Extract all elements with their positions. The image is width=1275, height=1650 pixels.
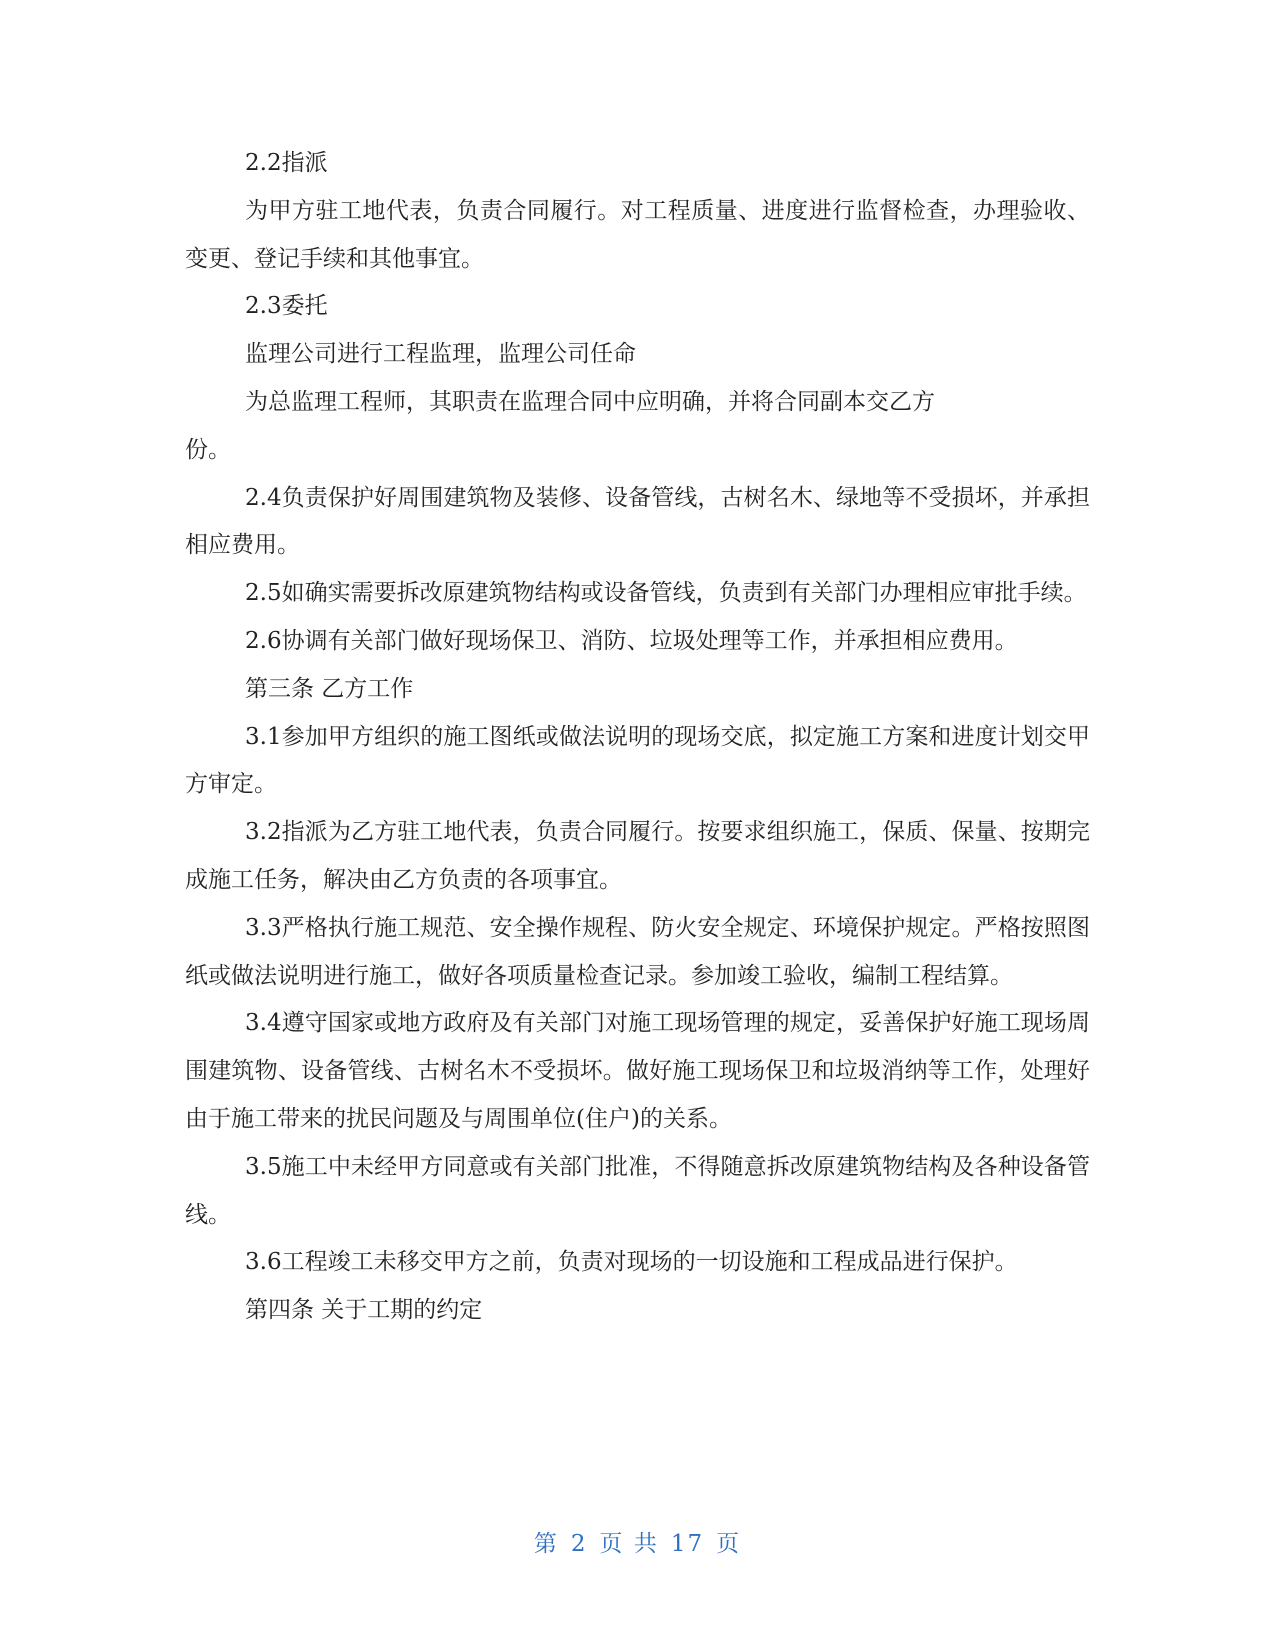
paragraph: 3.4遵守国家或地方政府及有关部门对施工现场管理的规定，妥善保护好施工现场周围建筑物、设备管线、古树名木不受损坏。做好施工现场保卫和垃圾消纳等工作，处理好由于施工带来的扰民问题及与周围单位(住户)的关系。 (185, 1010, 1090, 1132)
paragraph: 2.6协调有关部门做好现场保卫、消防、垃圾处理等工作，并承担相应费用。 (245, 627, 1018, 654)
paragraph: 2.3委托 (245, 293, 328, 320)
footer-middle: 页 共 (599, 1531, 659, 1557)
paragraph: 份。 (185, 436, 231, 463)
page-footer (0, 1525, 1275, 1558)
paragraph: 3.3严格执行施工规范、安全操作规程、防火安全规定、环境保护规定。严格按照图纸或做法说明进行施工，做好各项质量检查记录。参加竣工验收，编制工程结算。 (185, 914, 1090, 989)
paragraph: 3.6工程竣工未移交甲方之前，负责对现场的一切设施和工程成品进行保护。 (245, 1249, 1018, 1276)
paragraph: 2.5如确实需要拆改原建筑物结构或设备管线，负责到有关部门办理相应审批手续。 (245, 580, 1087, 607)
paragraph: 为甲方驻工地代表，负责合同履行。对工程质量、进度进行监督检查，办理验收、变更、登记手续和其他事宜。 (185, 197, 1090, 272)
footer-page-number: 2 (570, 1531, 588, 1557)
document-body (185, 140, 1090, 1335)
paragraph: 为总监理工程师，其职责在监理合同中应明确，并将合同副本交乙方 (245, 388, 935, 415)
paragraph: 3.1参加甲方组织的施工图纸或做法说明的现场交底，拟定施工方案和进度计划交甲方审定。 (185, 723, 1090, 798)
footer-total-pages: 17 (670, 1531, 705, 1557)
section-heading: 第四条 关于工期的约定 (245, 1297, 483, 1324)
section-heading: 第三条 乙方工作 (245, 675, 414, 702)
paragraph: 2.2指派 (245, 150, 328, 176)
paragraph: 监理公司进行工程监理，监理公司任命 (245, 341, 636, 368)
paragraph: 3.5施工中未经甲方同意或有关部门批准，不得随意拆改原建筑物结构及各种设备管线。 (185, 1153, 1090, 1228)
footer-prefix: 第 (533, 1531, 559, 1557)
paragraph: 3.2指派为乙方驻工地代表，负责合同履行。按要求组织施工，保质、保量、按期完成施工任务，解决由乙方负责的各项事宜。 (185, 819, 1090, 893)
paragraph: 2.4负责保护好周围建筑物及装修、设备管线，古树名木、绿地等不受损坏，并承担相应费用。 (185, 484, 1090, 559)
footer-suffix: 页 (716, 1531, 742, 1557)
